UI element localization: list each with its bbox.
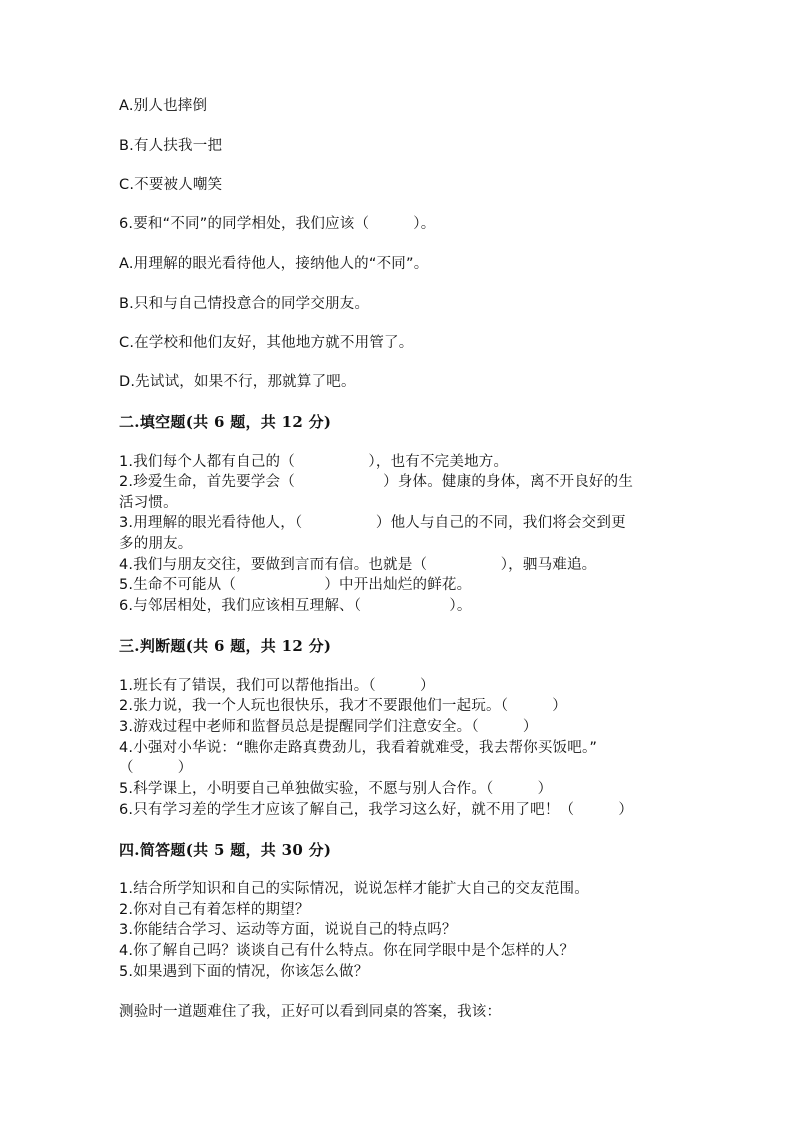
section3-line: 6.只有学习差的学生才应该了解自己，我学习这么好，就不用了吧！（ ） <box>119 802 634 818</box>
section2-title: 二.填空题(共 6 题，共 12 分) <box>119 413 332 431</box>
section2-line: 1.我们每个人都有自己的（ ），也有不完美地方。 <box>119 454 509 470</box>
section2-line: 5.生命不可能从（ ）中开出灿烂的鲜花。 <box>119 577 472 593</box>
q6-question: 6.要和“不同”的同学相处，我们应该（ ）。 <box>119 216 436 232</box>
q5-option-a: A.别人也摔倒 <box>119 98 208 114</box>
q6-option-d: D.先试试，如果不行，那就算了吧。 <box>119 374 356 390</box>
q6-option-c: C.在学校和他们友好，其他地方就不用管了。 <box>119 335 414 351</box>
section2-line: 多的朋友。 <box>119 536 193 552</box>
section2-line: 活习惯。 <box>119 495 178 511</box>
section3-line: 3.游戏过程中老师和监督员总是提醒同学们注意安全。（ ） <box>119 719 538 735</box>
section3-line: 1.班长有了错误，我们可以帮他指出。（ ） <box>119 678 435 694</box>
section2-line: 4.我们与朋友交往，要做到言而有信。也就是（ ），驷马难追。 <box>119 557 597 573</box>
section3-line: 4.小强对小华说：“瞧你走路真费劲儿，我看着就难受，我去帮你买饭吧。” <box>119 740 598 756</box>
q5-option-c: C.不要被人嘲笑 <box>119 177 223 193</box>
section2-line: 2.珍爱生命，首先要学会（ ）身体。健康的身体，离不开良好的生 <box>119 474 634 490</box>
q6-option-a: A.用理解的眼光看待他人，接纳他人的“不同”。 <box>119 256 429 272</box>
section2-line: 6.与邻居相处，我们应该相互理解、（ ）。 <box>119 598 472 614</box>
q6-option-b: B.只和与自己情投意合的同学交朋友。 <box>119 296 370 312</box>
section4-line: 4.你了解自己吗？谈谈自己有什么特点。你在同学眼中是个怎样的人？ <box>119 943 575 959</box>
q5-option-b: B.有人扶我一把 <box>119 138 223 154</box>
section4-line: 3.你能结合学习、运动等方面，说说自己的特点吗？ <box>119 922 457 938</box>
section4-line: 5.如果遇到下面的情况，你该怎么做？ <box>119 964 369 980</box>
section3-line: （ ） <box>119 760 193 776</box>
section3-line: 5.科学课上，小明要自己单独做实验，不愿与别人合作。（ ） <box>119 781 553 797</box>
section4-scenario: 测验时一道题难住了我，正好可以看到同桌的答案，我该： <box>119 1004 502 1020</box>
section4-line: 1.结合所学知识和自己的实际情况，说说怎样才能扩大自己的交友范围。 <box>119 881 589 897</box>
section4-title: 四.简答题(共 5 题，共 30 分) <box>119 841 332 859</box>
section2-line: 3.用理解的眼光看待他人，（ ）他人与自己的不同，我们将会交到更 <box>119 515 626 531</box>
section4-line: 2.你对自己有着怎样的期望？ <box>119 902 310 918</box>
section3-line: 2.张力说，我一个人玩也很快乐，我才不要跟他们一起玩。（ ） <box>119 698 567 714</box>
section3-title: 三.判断题(共 6 题，共 12 分) <box>119 637 332 655</box>
